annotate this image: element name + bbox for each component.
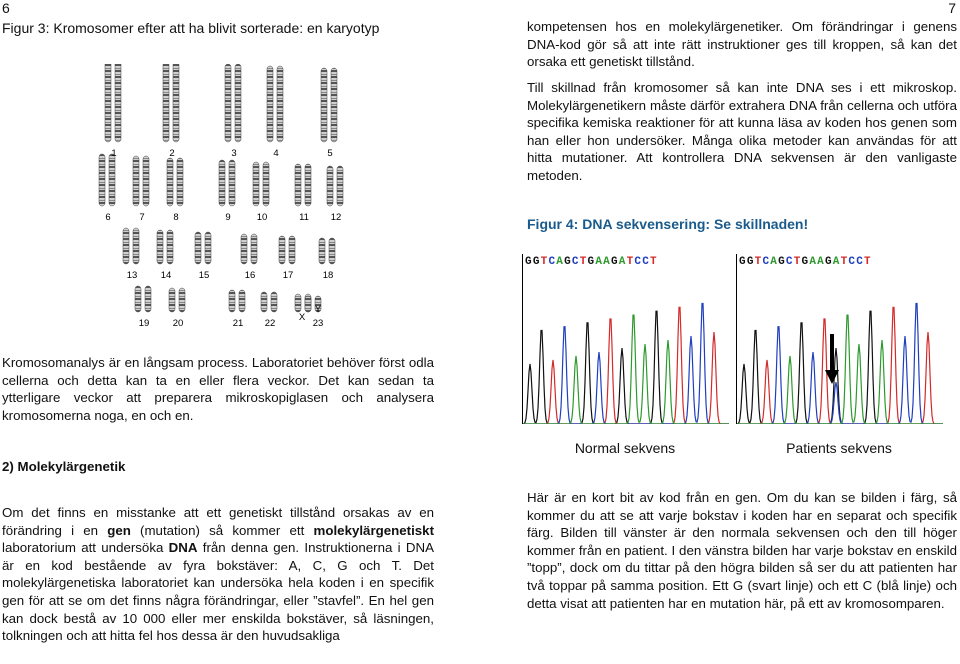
sequence-base: A — [809, 256, 818, 268]
section-heading-molecular-genetics: 2) Molekylärgenetik — [2, 459, 126, 474]
karyotype-label-23: 23 — [312, 318, 324, 329]
sequence-base: G — [824, 256, 833, 268]
karyotype-label-6: 6 — [105, 212, 111, 223]
sequence-base: T — [579, 256, 588, 268]
chromosome-17 — [289, 236, 295, 264]
sequence-base: T — [754, 256, 763, 268]
sequence-letters-patient — [739, 256, 872, 268]
label-normal-sequence: Normal sekvens — [574, 440, 676, 456]
bold-term-gen: gen — [107, 522, 131, 538]
chromosome-11 — [295, 164, 301, 206]
chromosome-2 — [163, 64, 169, 142]
karyotype-label-1: 1 — [111, 148, 117, 159]
sequence-base: T — [540, 256, 549, 268]
chromosome-5 — [321, 68, 327, 142]
chromatogram-normal — [522, 254, 729, 424]
sequence-base: G — [532, 256, 541, 268]
karyotype-label-X: X — [298, 312, 306, 323]
chromosome-2 — [173, 64, 179, 142]
chromosome-19 — [145, 286, 151, 312]
sequence-base: T — [626, 256, 635, 268]
sequence-base: G — [564, 256, 572, 268]
karyotype-label-21: 21 — [232, 318, 244, 329]
chromosome-20 — [169, 288, 175, 312]
chromosome-6 — [99, 154, 105, 206]
chromosome-18 — [319, 238, 325, 264]
figure4-title: Figur 4: DNA sekvensering: Se skillnaden! — [527, 216, 809, 232]
mutation-arrow-icon — [825, 334, 839, 384]
karyotype-figure — [92, 64, 352, 332]
chromosome-16 — [241, 234, 247, 264]
sequence-letters-normal — [525, 256, 658, 268]
bold-term-molecular: molekylärgenetiskt — [313, 522, 434, 538]
chromosome-12 — [337, 166, 343, 206]
chromosome-1 — [105, 64, 111, 142]
trace-T — [737, 307, 943, 424]
karyotype-label-15: 15 — [198, 270, 210, 281]
karyotype-label-8: 8 — [173, 212, 179, 223]
chromosome-6 — [109, 154, 115, 206]
sequence-base: G — [525, 256, 533, 268]
text-run: från denna gen. Instruktionerna i DNA är en kod bestående av fyra bokstäver: A, C, G och T. Det molekylärgenetiska laboratoriet kan undersöka hela koden i en specifik gen för att se om det finns några förändringar, eller ”stavfel”. En hel gen kan dock bestå av 10 000 eller mer enskilda bokstäver, så läsningen, tolkningen och att hitta fel hos dessa är den huvudsakliga — [2, 540, 434, 644]
chromatogram-peaks-normal — [523, 272, 729, 424]
sequence-base: C — [548, 256, 557, 268]
karyotype-label-10: 10 — [256, 212, 268, 223]
sequence-base: G — [801, 256, 810, 268]
figure3-caption: Figur 3: Kromosomer efter att ha blivit sorterade: en karyotyp — [2, 20, 380, 36]
chromosome-21 — [239, 290, 245, 312]
sequence-base: G — [778, 256, 786, 268]
chromosome-21 — [229, 290, 235, 312]
chromosome-X — [295, 294, 301, 312]
karyotype-label-16: 16 — [244, 270, 256, 281]
chromosome-13 — [133, 228, 139, 264]
sequence-base: A — [832, 256, 841, 268]
sequence-base: G — [587, 256, 596, 268]
sequence-base: G — [739, 256, 747, 268]
text-run: laboratorium att undersöka — [2, 540, 169, 556]
chromosome-9 — [219, 160, 225, 206]
sequence-base: A — [603, 256, 611, 268]
sequence-base: C — [856, 256, 864, 268]
paragraph-competence: kompetensen hos en molekylärgenetiker. Om förändringar i genens DNA-kod gör så att inte rätt instruktioner ges till kroppen, så kan det orsaka ett genetiskt tillstånd. — [527, 19, 957, 70]
karyotype-label-22: 22 — [264, 318, 276, 329]
chromosome-13 — [123, 228, 129, 264]
paragraph-chromosome-analysis: Kromosomanalys är en långsam process. Laboratoriet behöver först odla cellerna och detta kan ta en eller flera veckor. Det kan sedan ta ytterligare veckor att preparera mikroskopiglasen och analysera kromosomerna noga, en och en. — [2, 355, 434, 423]
bold-term-dna: DNA — [168, 540, 198, 556]
sequence-base: G — [746, 256, 755, 268]
page-number-right: 7 — [948, 0, 956, 16]
chromosome-16 — [251, 234, 257, 264]
chromosome-Y — [305, 296, 311, 312]
chromosome-3 — [235, 64, 241, 142]
chromosome-8 — [177, 158, 183, 206]
chromosome-15 — [205, 232, 211, 264]
sequence-base: T — [864, 256, 872, 268]
sequence-base: A — [595, 256, 604, 268]
chromosome-4 — [267, 66, 273, 142]
chromosome-11 — [305, 164, 311, 206]
chromatogram-patient — [736, 254, 943, 424]
chromosome-4 — [277, 66, 283, 142]
karyotype-label-17: 17 — [282, 270, 294, 281]
sequence-base: T — [650, 256, 658, 268]
chromosome-18 — [329, 238, 335, 264]
text-run: Om det finns en misstanke att ett genetiskt tillstånd orsakas av en förändring i en — [2, 505, 434, 538]
karyotype-label-19: 19 — [138, 318, 150, 329]
chromosome-10 — [253, 162, 259, 206]
paragraph-dna-microscope: Till skillnad från kromosomer så kan inte DNA ses i ett mikroskop. Molekylärgenetikern måste därför extrahera DNA från cellerna och utföra specifika kemiska reaktioner för att kunna läsa av koden hos genen som han eller hon undersöker. Många olika metoder kan användas för att hitta mutationer. Att kontrollera DNA sekvensen är den vanligaste metoden. — [527, 80, 957, 183]
sequence-base: C — [571, 256, 580, 268]
chromosome-19 — [135, 286, 141, 312]
sequence-base: T — [840, 256, 849, 268]
sequence-base: C — [762, 256, 771, 268]
label-patient-sequence: Patients sekvens — [786, 440, 892, 456]
chromosome-15 — [195, 232, 201, 264]
karyotype-label-5: 5 — [327, 148, 333, 159]
karyotype-label-20: 20 — [172, 318, 184, 329]
sequence-base: C — [642, 256, 650, 268]
chromosome-14 — [167, 230, 173, 264]
chromosome-20 — [179, 288, 185, 312]
chromosome-1 — [115, 64, 121, 142]
trace-T — [523, 307, 729, 424]
chromosome-5 — [331, 68, 337, 142]
karyotype-label-7: 7 — [139, 212, 145, 223]
karyotype-label-18: 18 — [322, 270, 334, 281]
text-run: (mutation) så kommer ett — [130, 522, 314, 538]
chromosome-17 — [279, 236, 285, 264]
chromosome-9 — [229, 160, 235, 206]
sequence-base: T — [793, 256, 802, 268]
karyotype-label-2: 2 — [169, 148, 175, 159]
karyotype-label-13: 13 — [126, 270, 138, 281]
chromosome-3 — [225, 64, 231, 142]
sequence-base: G — [610, 256, 619, 268]
chromosome-22 — [271, 292, 277, 312]
karyotype-label-12: 12 — [330, 212, 342, 223]
chromosome-22 — [261, 292, 267, 312]
paragraph-sequence-explanation: Här är en kort bit av kod från en gen. Om du kan se bilden i färg, så kommer du att se att varje bokstav i koden har en separat och specifik färg. Bilden till vänster är den normala sekvensen och den till höger kommer från en patient. I den vänstra bilden har varje bokstav en enskild ”topp”, dock om du tittar på den högra bilden så ser du att patienten har två toppar på samma position. Ett G (svart linje) och ett C (blå linje) och detta visat att patienten har en mutation här, på ett av kromosomparen. — [527, 490, 957, 611]
paragraph-molecular-genetics — [2, 504, 434, 645]
sequence-base: A — [618, 256, 627, 268]
sequence-base: C — [848, 256, 857, 268]
karyotype-label-4: 4 — [273, 148, 279, 159]
sequence-base: A — [556, 256, 565, 268]
chromosome-7 — [133, 156, 139, 206]
chromatogram-peaks-patient — [737, 272, 943, 424]
chromosome-7 — [143, 156, 149, 206]
karyotype-label-3: 3 — [231, 148, 237, 159]
chromosome-12 — [327, 166, 333, 206]
karyotype-label-Y: Y — [314, 304, 322, 315]
chromosome-14 — [157, 230, 163, 264]
chromosome-8 — [167, 158, 173, 206]
chromosome-10 — [263, 162, 269, 206]
page-number-left: 6 — [2, 0, 10, 16]
sequence-base: C — [785, 256, 794, 268]
karyotype-label-14: 14 — [160, 270, 172, 281]
karyotype-label-9: 9 — [225, 212, 231, 223]
sequence-base: A — [817, 256, 825, 268]
karyotype-label-11: 11 — [299, 212, 309, 223]
sequence-base: A — [770, 256, 779, 268]
sequence-base: C — [634, 256, 643, 268]
